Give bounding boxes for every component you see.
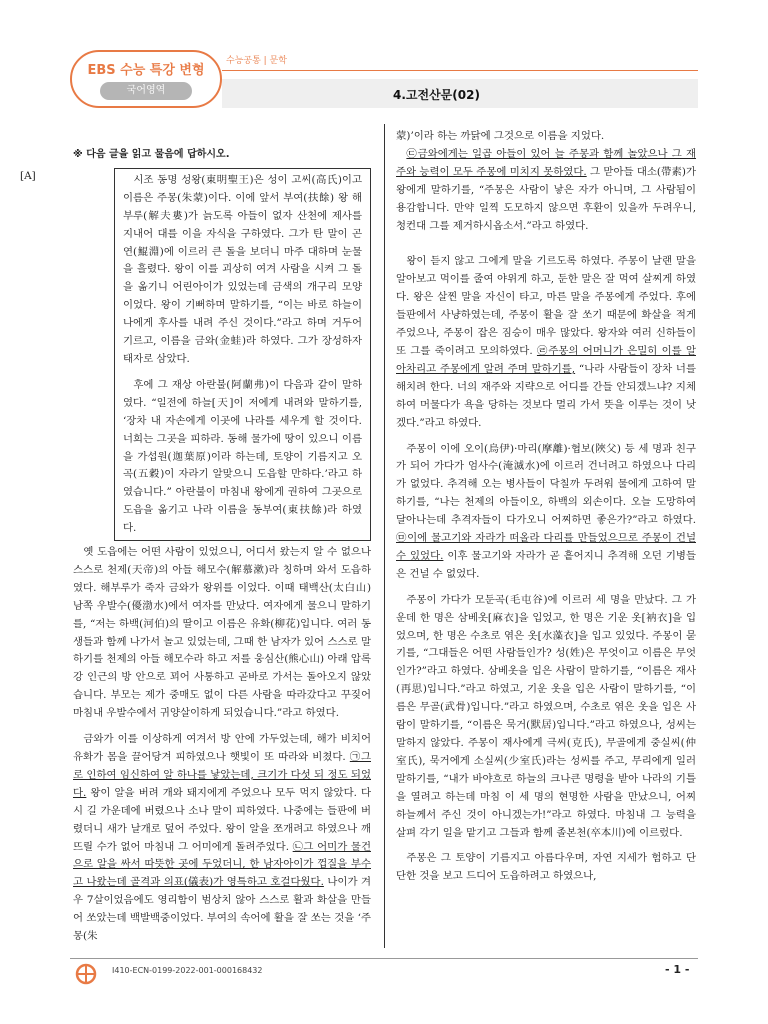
brand-title: EBS 수능 특강 변형 (87, 63, 205, 78)
text-run: 이후 물고기와 자라가 곧 흩어지니 추격해 오던 기병들은 건널 수 없었다. (396, 549, 696, 580)
underlined-passage-5: ㉤이에 물고기와 자라가 떠올라 다리를 만들었으므로 주몽이 건널 수 있었다. (396, 532, 696, 562)
text-run: 왕이 알을 버려 개와 돼지에게 주었으나 모두 먹지 않았다. 다시 길 가운데에 버렸으나 소나 말이 피하였다. 나중에는 들판에 버렸더니 새가 날개로 덮어 주었다. 왕이 알을 쪼개려고 하였으나 깨뜨릴 수가 없어 마침내 그 어미에게 돌려주었다. (73, 786, 371, 853)
underlined-passage-3: ㉢금와에게는 일곱 아들이 있어 늘 주몽과 함께 놀았으나 그 재주와 능력이 모두 주몽에 미치지 못하였다. (396, 147, 696, 178)
text-run: 왕이 듣지 않고 그에게 말을 기르도록 하였다. 주몽이 날랜 말을 알아보고 먹이를 줄여 야위게 하고, 둔한 말은 잘 먹여 살찌게 하였다. 왕은 살찐 말을 자신이 타고, 마른 말을 주몽에게 주었다. 후에 들판에서 사냥하였는데, 주몽이 활을 잘 쏘기 때문에 화살을 적게 주었으나, 주몽이 잡은 짐승이 매우 많았다. 왕자와 여러 신하들이 또 그를 죽이려고 모의하였다. (396, 255, 696, 357)
paragraph: 시조 동명 성왕(東明聖王)은 성이 고씨(高氏)이고 이름은 주몽(朱蒙)이다. 이에 앞서 부여(扶餘) 왕 해부루(解夫婁)가 늙도록 아들이 없자 산천에 제사를 지내어 대를 이을 자식을 구하였다. 그가 탄 말이 곤연(鯤淵)에 이르러 큰 돌을 보더니 마주 대하며 눈물을 흘렸다. 왕이 이를 괴상히 여겨 사람을 시켜 그 돌을 옮기니 어린아이가 있었는데 금색의 개구리 모양이었다. 왕이 기뻐하며 말하기를, “이는 바로 하늘이 나에게 후사를 내려 주신 것이다.”라고 하며 거두어 기르고, 이름을 금와(金蛙)라 하였다. 그가 장성하자 태자로 삼았다. (123, 173, 362, 365)
passage-label-a: [A] (20, 170, 36, 182)
instruction: ※ 다음 글을 읽고 물음에 답하시오. (73, 149, 230, 160)
unit-title: 4.고전산문(02) (393, 88, 480, 102)
column-divider (384, 124, 385, 948)
spacer (396, 842, 696, 850)
paragraph: 주몽은 그 토양이 기름지고 아름다우며, 자연 지세가 험하고 단단한 것을 보고 드디어 도읍하려고 하였으나, (396, 852, 696, 883)
document-code: I410-ECN-0199-2022-001-000168432 (112, 966, 263, 975)
header-badge (70, 50, 222, 108)
spacer (396, 235, 696, 253)
page-number: - 1 - (665, 963, 690, 976)
paragraph: 蒙)’이라 하는 까닭에 그것으로 이름을 지었다. (396, 130, 605, 142)
text-run: 주몽이 이에 오이(烏伊)·마리(摩離)·협보(陜父) 등 세 명과 친구가 되어 가다가 엄사수(淹滅水)에 이르러 건너려고 하였으나 다리가 없었다. 추격해 오는 병사들이 닥칠까 두려워 물에게 고하여 말하기를, “나는 천제의 아들이오, 하백의 외손이다. 오늘 도망하여 달아나는데 추격자들이 다가오니 어찌하면 좋은가?”라고 하였다. (396, 442, 696, 527)
right-column (396, 128, 696, 886)
passage-box-a (114, 168, 371, 541)
footer-rule (70, 958, 698, 959)
subject-pill: 국어영역 (100, 82, 192, 100)
paragraph (73, 731, 371, 946)
text-run: “나라 사람들이 장차 너를 해치려 한다. 너의 재주와 지략으로 어디를 간들 안되겠느냐? 지체하여 머물다가 욕을 당하는 것보다 멀리 가서 뜻을 이루는 것이 낫겠다.”라고 하였다. (396, 362, 696, 429)
spacer (396, 433, 696, 441)
spacer (396, 584, 696, 592)
text-run: 금와가 이를 이상하게 여겨서 방 안에 가두었는데, 해가 비치어 유화가 몸을 끌어당겨 피하였으나 햇빛이 또 따라와 비쳤다. (73, 733, 371, 763)
paragraph (396, 253, 696, 432)
spacer (123, 369, 362, 377)
header-rule (222, 70, 698, 71)
paragraph (396, 146, 696, 236)
text-run: 그 맏아들 대소(帶素)가 왕에게 말하기를, “주몽은 사람이 낳은 자가 아니며, 그 사람됨이 용감합니다. 만약 일찍 도모하지 않으면 후환이 있을까 두려우니, 청컨대 그를 제거하시옵소서.”라고 하였다. (396, 165, 696, 232)
paragraph: 후에 그 재상 아란불(阿蘭弗)이 다음과 같이 말하였다. “일전에 하늘[天]이 저에게 내려와 말하기를, ‘장차 내 자손에게 이곳에 나라를 세우게 할 것이다. 너희는 그곳을 피하라. 동해 물가에 땅이 있으니 이름을 가섭원(迦葉原)이라 하는데, 토양이 기름지고 오곡(五穀)이 자라기 알맞으니 도읍할 만하다.’라고 하였습니다.” 아란불이 마침내 왕에게 권하여 그곳으로 도읍을 옮기고 나라 이름을 동부여(東扶餘)라 하였다. (123, 378, 362, 535)
spacer (73, 723, 371, 731)
underlined-passage-2: ㉡그 어미가 물건으로 알을 싸서 따뜻한 곳에 두었더니, 한 남자아이가 껍질을 부수고 나왔는데 골격과 의표(儀表)가 영특하고 호걸다웠다. (73, 840, 371, 889)
text-run: 나이가 겨우 7살이었음에도 영리함이 범상치 않아 스스로 활과 화살을 만들어 쏘았는데 백발백중이었다. 부여의 속어에 활을 잘 쏘는 것을 ‘주몽(朱 (73, 876, 372, 943)
paragraph: 옛 도읍에는 어떤 사람이 있었으니, 어디서 왔는지 알 수 없으나 스스로 천제(天帝)의 아들 해모수(解慕漱)라 칭하며 와서 도읍하였다. 해부루가 죽자 금와가 왕위를 이었다. 이때 태백산(太白山) 남쪽 우발수(優渤水)에서 여자를 만났다. 여자에게 물으니 말하기를, “저는 하백(河伯)의 딸이고 이름은 유화(柳花)입니다. 여러 동생들과 함께 나가서 놀고 있었는데, 그때 한 남자가 있어 스스로 말하기를 천제의 아들 해모수라 하고 저를 웅심산(熊心山) 아래 압록강 인근의 방 안으로 꾀어 사통하고 곧바로 가서는 돌아오지 않았습니다. 부모는 제가 중매도 없이 다른 사람을 따라갔다고 꾸짖어 마침내 우발수에서 귀양살이하게 되었습니다.”라고 하였다. (73, 546, 371, 720)
underlined-passage-4: ㉣주몽의 어머니가 은밀히 이를 알아차리고 주몽에게 알려 주며 말하기를, (396, 344, 696, 375)
publisher-logo-icon (74, 962, 98, 986)
underlined-passage-1: ㉠그로 인하여 임신하여 알 하나를 낳았는데, 크기가 다섯 되 정도 되었다. (73, 751, 371, 799)
left-column (73, 146, 371, 946)
paragraph (396, 441, 696, 584)
category-label: 수능공통 | 문학 (226, 56, 287, 66)
paragraph: 주몽이 가다가 모둔곡(毛屯谷)에 이르러 세 명을 만났다. 그 가운데 한 명은 삼베옷[麻衣]을 입었고, 한 명은 기운 옷[衲衣]을 입었으며, 한 명은 수초로 엮은 옷[水藻衣]을 입고 있었다. 주몽이 묻기를, “그대들은 어떤 사람들인가? 성(姓)은 무엇이고 이름은 무엇인가?”라고 하였다. 삼베옷을 입은 사람이 말하기를, “이름은 재사(再思)입니다.”라고 하였고, 기운 옷을 입은 사람이 말하기를, “이름은 무골(武骨)입니다.”라고 하였으며, 수초로 엮은 옷을 입은 사람이 말하기를, “이름은 묵거(默居)입니다.”라고 하였으나, 성씨는 말하지 않았다. 주몽이 재사에게 극씨(克氏), 무골에게 중실씨(仲室氏), 묵거에게 소실씨(少室氏)라는 성씨를 주고, 무리에게 일러 말하기를, “내가 바야흐로 하늘의 크나큰 명령을 받아 나라의 기틀을 열려고 하는데 마침 이 세 명의 현명한 사람을 만났으니, 어찌 하늘께서 주신 것이 아니겠는가!”라고 하였다. 마침내 그 능력을 살펴 각기 일을 맡기고 그들과 함께 졸본천(卒本川)에 이르렀다. (396, 593, 696, 839)
